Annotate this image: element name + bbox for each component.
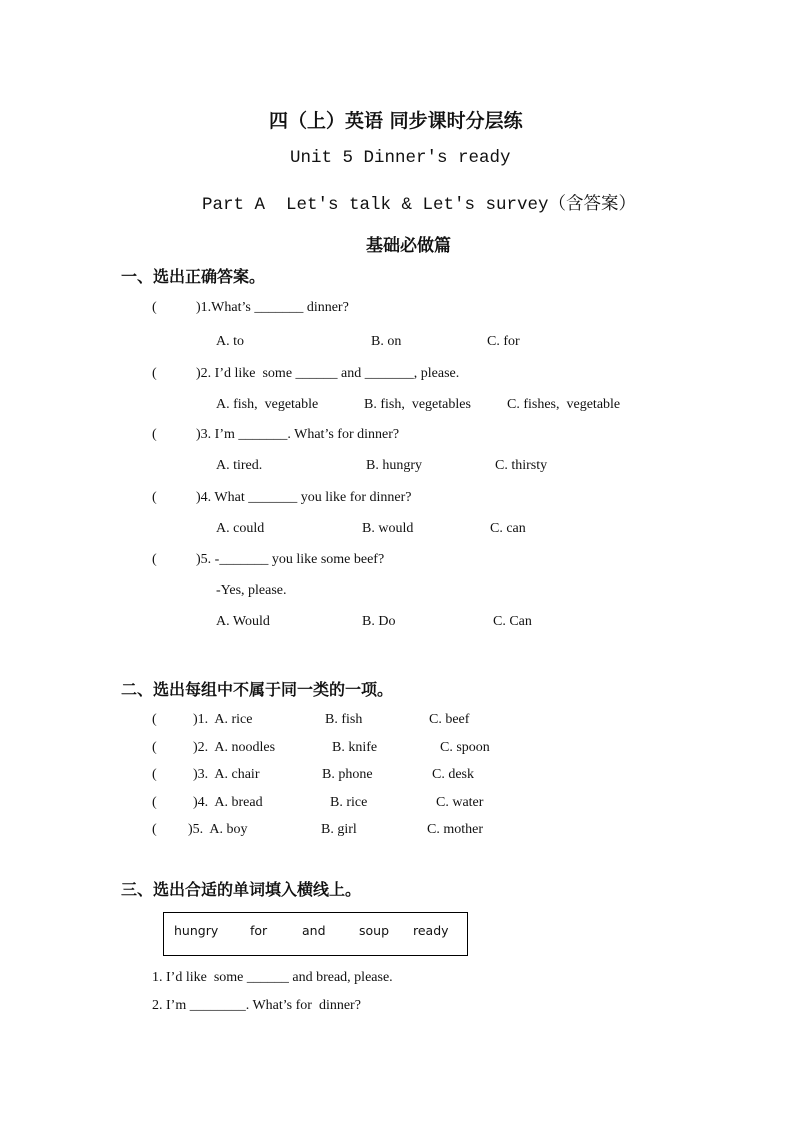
option-b: B. hungry [366,458,422,473]
word-bank-word: ready [413,923,449,938]
answer-paren: ( [152,366,157,381]
option-c: C. desk [432,767,474,782]
answer-paren: ( [152,300,157,315]
answer-paren: ( [152,740,157,755]
option-b: B. girl [321,822,357,837]
option-a: A. tired. [216,458,263,473]
answer-paren: ( [152,427,157,442]
question-stem: )3. I’m _______. What’s for dinner? [196,427,400,442]
option-a: A. could [216,521,265,536]
fill-sentence-2: 2. I’m ________. What’s for dinner? [152,998,361,1013]
unit-title: Unit 5 Dinner's ready [290,148,511,168]
answer-paren: ( [152,795,157,810]
answer-paren: ( [152,490,157,505]
option-a: )5. A. boy [188,822,248,837]
option-c: C. beef [429,712,470,727]
option-c: C. mother [427,822,483,837]
question-stem: )4. What _______ you like for dinner? [196,490,412,505]
option-b: B. fish [325,712,363,727]
word-bank-word: soup [359,923,390,938]
option-a: A. to [216,334,244,349]
fill-sentence-1: 1. I’d like some ______ and bread, please. [152,970,393,985]
option-b: B. phone [322,767,373,782]
question-stem: )5. -_______ you like some beef? [196,552,385,567]
section1-heading: 一、选出正确答案。 [121,267,266,286]
page-title: 四（上）英语 同步课时分层练 [269,110,523,132]
answer-paren: ( [152,767,157,782]
answer-paren: ( [152,822,157,837]
option-c: C. Can [493,614,532,629]
answer-paren: ( [152,552,157,567]
option-c: C. water [436,795,484,810]
word-bank-box [163,912,468,956]
option-a: A. fish, vegetable [216,397,319,412]
option-a: )3. A. chair [193,767,260,782]
option-b: B. knife [332,740,378,755]
option-a: )4. A. bread [193,795,263,810]
word-bank-word: hungry [174,923,219,938]
option-a: A. Would [216,614,270,629]
option-c: C. for [487,334,520,349]
question-stem: )2. I’d like some ______ and _______, please. [196,366,460,381]
option-c: C. fishes, vegetable [507,397,621,412]
question-reply: -Yes, please. [216,583,287,598]
level-title: 基础必做篇 [366,236,451,256]
option-c: C. can [490,521,526,536]
option-a: )1. A. rice [193,712,253,727]
option-b: B. Do [362,614,396,629]
question-stem: )1.What’s _______ dinner? [196,300,349,315]
option-b: B. would [362,521,414,536]
part-title: Part A Let's talk & Let's survey（含答案） [202,195,637,215]
option-b: B. on [371,334,402,349]
section3-heading: 三、选出合适的单词填入横线上。 [121,880,362,899]
word-bank-word: and [302,923,326,938]
answer-paren: ( [152,712,157,727]
word-bank-word: for [250,923,268,938]
option-b: B. fish, vegetables [364,397,471,412]
option-c: C. thirsty [495,458,548,473]
option-c: C. spoon [440,740,490,755]
option-a: )2. A. noodles [193,740,276,755]
option-b: B. rice [330,795,368,810]
section2-heading: 二、选出每组中不属于同一类的一项。 [121,680,394,699]
